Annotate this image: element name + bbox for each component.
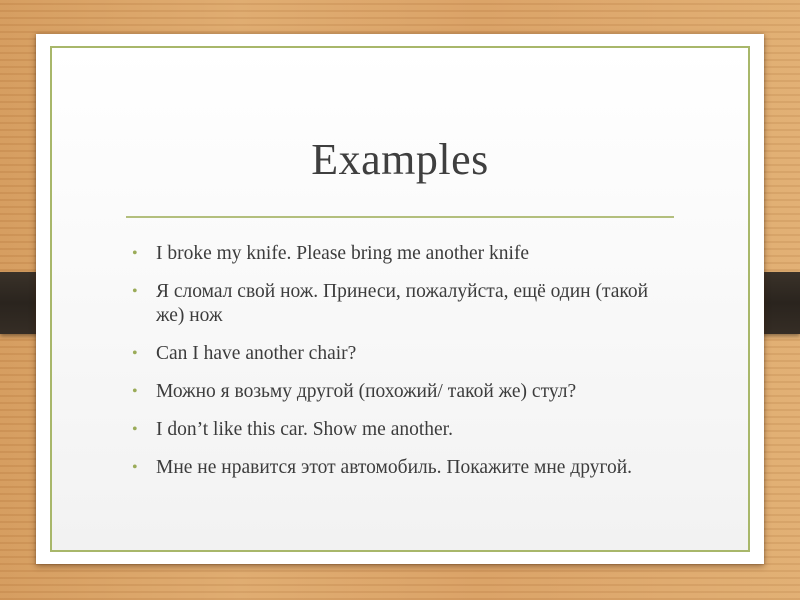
bullet-item: [130, 342, 658, 366]
bullet-item: [130, 242, 658, 266]
bullet-marker-icon: •: [132, 383, 138, 400]
bullet-item: [130, 280, 658, 328]
bullet-item: [130, 456, 658, 480]
slide-title: Examples: [311, 135, 489, 184]
bullet-text: Можно я возьму другой (похожий/ такой же) стул?: [156, 381, 577, 402]
bullet-marker-icon: •: [132, 345, 138, 362]
bullet-marker-icon: •: [132, 459, 138, 476]
bullet-text: Can I have another chair?: [156, 343, 357, 364]
bullet-marker-icon: •: [132, 245, 138, 262]
bullet-marker-icon: •: [132, 421, 138, 438]
bullet-text: I broke my knife. Please bring me another knife: [156, 243, 530, 264]
bullet-marker-icon: •: [132, 283, 138, 300]
bullet-text: I don’t like this car. Show me another.: [156, 419, 453, 440]
bullet-item: [130, 380, 658, 404]
bullet-text: Мне не нравится этот автомобиль. Покажите мне другой.: [156, 457, 633, 478]
bullet-item: [130, 418, 658, 442]
bullet-text: Я сломал свой нож. Принеси, пожалуйста, ещё один (такой же) нож: [156, 281, 649, 326]
slide-frame: [50, 46, 750, 552]
title-divider: [126, 216, 674, 218]
slide-card: [36, 34, 764, 564]
bullet-list: [130, 242, 658, 494]
